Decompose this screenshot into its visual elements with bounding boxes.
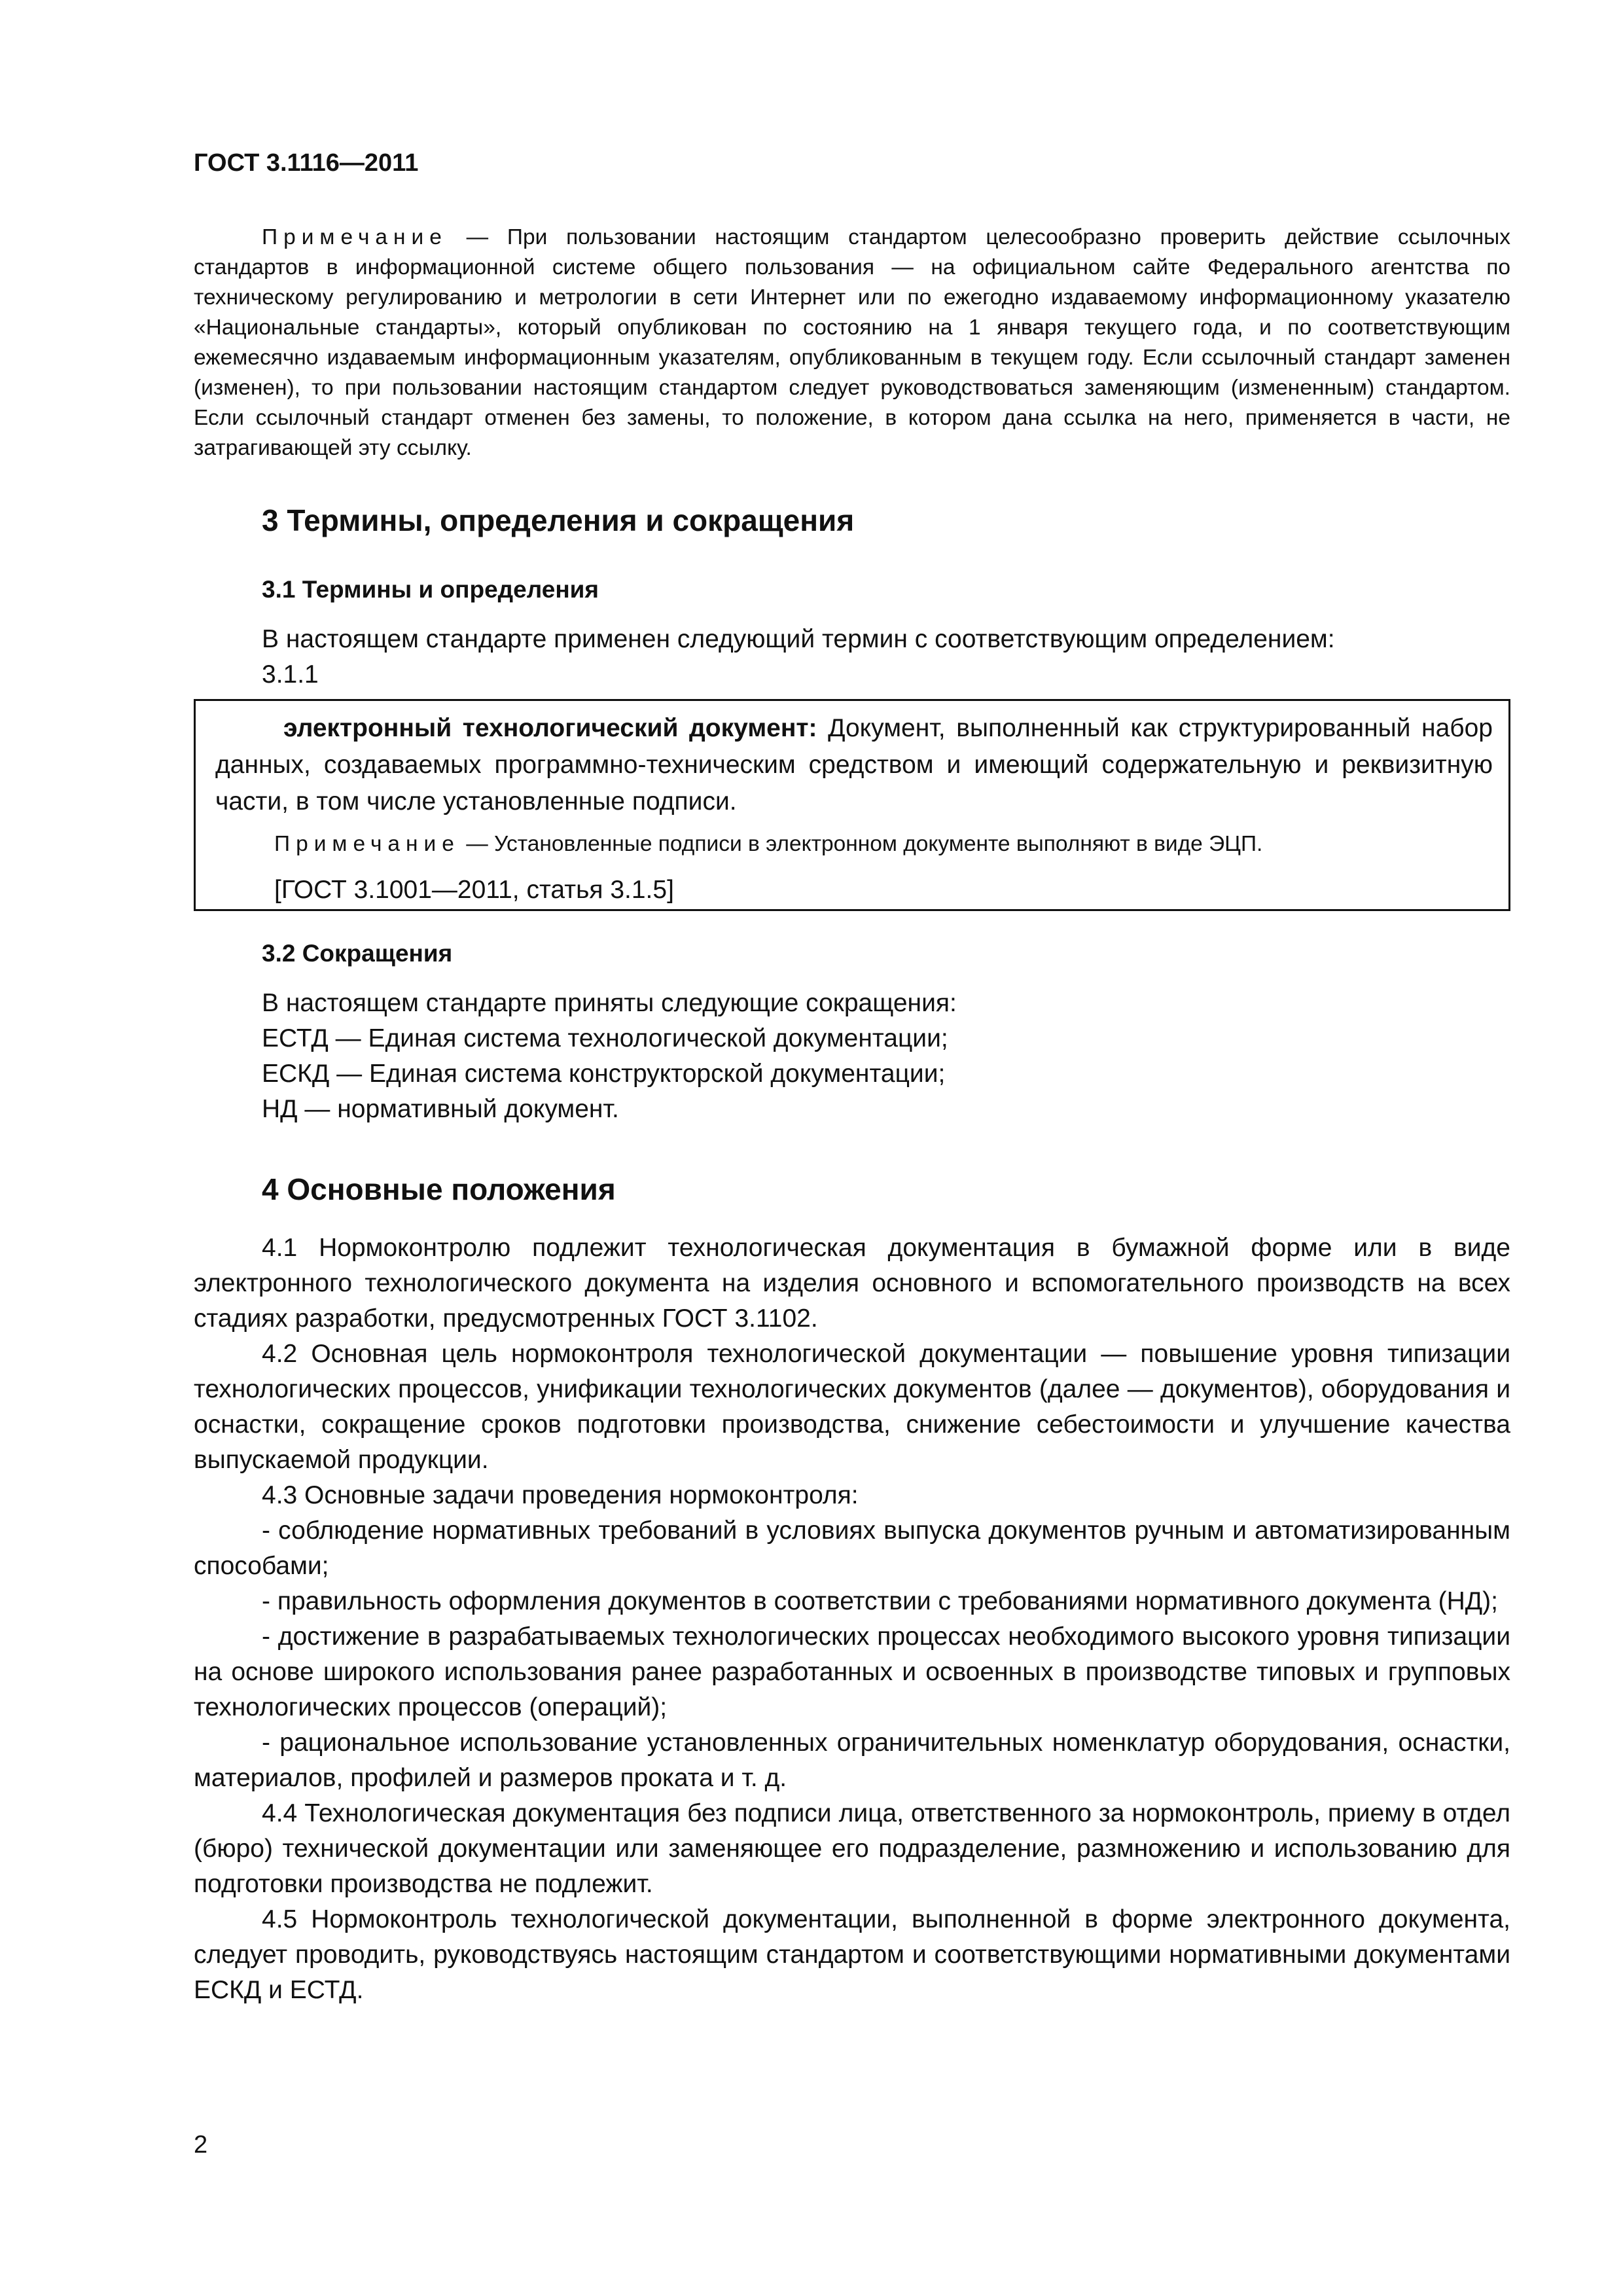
document-header: ГОСТ 3.1116—2011 xyxy=(194,149,419,177)
term-reference: [ГОСТ 3.1001—2011, статья 3.1.5] xyxy=(274,876,674,904)
note-label: Примечание xyxy=(262,225,448,249)
paragraph-4-3: 4.3 Основные задачи проведения нормоконтроля: xyxy=(262,1481,859,1509)
section-3-1-intro-text: В настоящем стандарте применен следующий термин с соответствующим определением: xyxy=(262,625,1335,653)
paragraph-4-2: 4.2 Основная цель нормоконтроля технологической документации — повышение уровня типизации технологических процессов, унификации технологических документов (далее — документов), оборудования и оснастки, сокращение сроков подготовки производства, снижение себестоимости и улучшение качества выпускаемой продукции. xyxy=(194,1340,1510,1474)
section-4-title: 4 Основные положения xyxy=(262,1172,616,1206)
paragraph-4-1: 4.1 Нормоконтролю подлежит технологическая документация в бумажной форме или в виде электронного технологического документа на изделия основного и вспомогательного производств на всех стадиях разработки, предусмотренных ГОСТ 3.1102. xyxy=(194,1234,1510,1333)
paragraph-4-5: 4.5 Нормоконтроль технологической документации, выполненной в форме электронного документа, следует проводить, руководствуясь настоящим стандартом и соответствующими нормативными документами ЕСКД и ЕСТД. xyxy=(194,1905,1510,2004)
list-item: - соблюдение нормативных требований в условиях выпуска документов ручным и автоматизированным способами; xyxy=(194,1516,1510,1580)
term-number: 3.1.1 xyxy=(262,660,319,689)
section-3-2-title: 3.2 Сокращения xyxy=(262,940,453,967)
paragraph-4-4: 4.4 Технологическая документация без подписи лица, ответственного за нормоконтроль, приему в отдел (бюро) технической документации или заменяющее его подразделение, размножению и использованию для подготовки производства не подлежит. xyxy=(194,1799,1510,1898)
list-item: - рациональное использование установленных ограничительных номенклатур оборудования, оснастки, материалов, профилей и размеров проката и т. д. xyxy=(194,1729,1510,1792)
section-3-1-title: 3.1 Термины и определения xyxy=(262,576,599,603)
abbreviations-list xyxy=(262,986,1510,1127)
page-number: 2 xyxy=(194,2131,208,2159)
list-item: - достижение в разрабатываемых технологических процессах необходимого высокого уровня типизации на основе широкого использования ранее разработанных и освоенных в производстве типовых и групповых технологических процессов (операций); xyxy=(194,1623,1510,1721)
term-note-label: Примечание xyxy=(274,832,460,856)
abbreviation-item: НД — нормативный документ. xyxy=(262,1095,619,1123)
section-3-title: 3 Термины, определения и сокращения xyxy=(262,503,855,537)
section-3-1-intro xyxy=(262,622,1510,692)
term-note-text: — Установленные подписи в электронном документе выполняют в виде ЭЦП. xyxy=(459,832,1263,856)
term-note xyxy=(274,829,1262,859)
term-definition-text: Документ, выполненный как структурированный набор данных, создаваемых программно-техническим средством и имеющий содержательную и реквизитную части, в том числе установленные подписи. xyxy=(215,714,1493,816)
term-name: электронный технологический документ: xyxy=(283,714,817,742)
list-item: - правильность оформления документов в соответствии с требованиями нормативного документа (НД); xyxy=(262,1587,1498,1615)
abbreviation-item: ЕСТД — Единая система технологической документации; xyxy=(262,1024,948,1052)
note-text: — При пользовании настоящим стандартом целесообразно проверить действие ссылочных стандартов в информационной системе общего пользования — на официальном сайте Федерального агентства по техническому регулированию и метрологии в сети Интернет или по ежегодно издаваемому информационному указателю «Национальные стандарты», который опубликован по состоянию на 1 января текущего года, и по соответствующим ежемесячно издаваемым информационным указателям, опубликованным в текущем году. Если ссылочный стандарт заменен (изменен), то при пользовании настоящим стандартом следует руководствоваться заменяющим (измененным) стандартом. Если ссылочный стандарт отменен без замены, то положение, в котором дана ссылка на него, применяется в части, не затрагивающей эту ссылку. xyxy=(194,225,1510,460)
term-definition xyxy=(215,710,1493,820)
reference-note xyxy=(194,223,1510,463)
section-4-body xyxy=(194,1230,1510,2008)
abbreviations-intro: В настоящем стандарте приняты следующие сокращения: xyxy=(262,989,957,1017)
abbreviation-item: ЕСКД — Единая система конструкторской документации; xyxy=(262,1060,946,1088)
term-definition-box xyxy=(194,699,1510,911)
